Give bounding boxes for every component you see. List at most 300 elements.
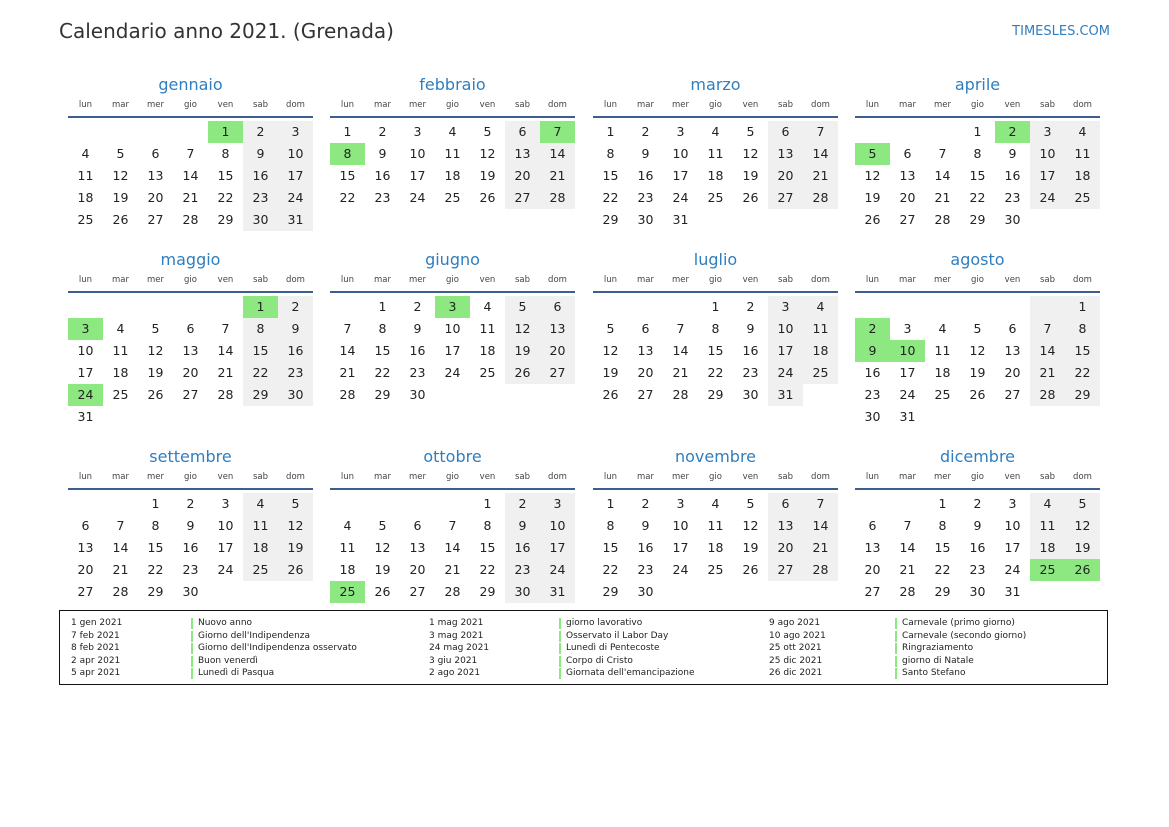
weekday-label: sab	[252, 472, 269, 482]
week-row	[68, 121, 313, 143]
weekday-label: mar	[899, 472, 916, 482]
weekday-label: mer	[933, 100, 951, 110]
day-cell: 6	[413, 518, 422, 533]
day-cell: 19	[505, 340, 540, 362]
day-cell: 6	[641, 321, 650, 336]
day-cell: 18	[707, 168, 724, 183]
day-cell: 24	[672, 190, 689, 205]
day-cell: 25	[1065, 187, 1100, 209]
empty-cell	[400, 493, 435, 515]
day-cell: 1	[938, 496, 947, 511]
day-cell: 2	[505, 493, 540, 515]
weekday-label: ven	[1004, 100, 1021, 110]
day-cell: 22	[934, 562, 951, 577]
day-cell: 15	[602, 168, 619, 183]
day-cell: 2	[641, 496, 650, 511]
day-cell: 11	[339, 540, 356, 555]
month-aprile	[855, 74, 1100, 231]
day-cell: 3	[676, 496, 685, 511]
day-cell: 26	[1065, 559, 1100, 581]
week-row	[855, 515, 1100, 537]
weekday-label: ven	[217, 472, 234, 482]
week-row	[68, 318, 313, 340]
day-cell: 8	[243, 318, 278, 340]
weekday-header	[855, 271, 1100, 289]
day-cell: 31	[278, 209, 313, 231]
day-cell: 8	[330, 143, 365, 165]
day-cell: 10	[278, 143, 313, 165]
holiday-date: 2 apr 2021	[71, 655, 121, 666]
day-cell: 25	[330, 581, 365, 603]
empty-cell	[173, 406, 208, 428]
day-cell: 16	[374, 168, 391, 183]
day-cell: 25	[707, 562, 724, 577]
day-cell: 29	[969, 212, 986, 227]
legend-row	[769, 667, 1099, 680]
day-cell: 17	[672, 168, 689, 183]
day-cell: 14	[444, 540, 461, 555]
week-row	[330, 362, 575, 384]
day-cell: 31	[77, 409, 94, 424]
weekday-label: mer	[146, 472, 164, 482]
weekday-label: mer	[933, 275, 951, 285]
day-cell: 16	[1004, 168, 1021, 183]
day-cell: 7	[186, 146, 195, 161]
holiday-name: Carnevale (primo giorno)	[902, 618, 1015, 628]
day-cell: 21	[1030, 362, 1065, 384]
day-cell: 18	[77, 190, 94, 205]
day-cell: 22	[217, 190, 234, 205]
day-cell: 3	[435, 296, 470, 318]
day-cell: 11	[444, 146, 461, 161]
day-cell: 5	[151, 321, 160, 336]
day-cell: 21	[112, 562, 129, 577]
weekday-label: sab	[514, 100, 531, 110]
week-row	[593, 384, 838, 406]
day-cell: 28	[182, 212, 199, 227]
day-cell: 28	[803, 559, 838, 581]
day-cell: 30	[742, 387, 759, 402]
day-cell: 31	[768, 384, 803, 406]
day-cell: 21	[899, 562, 916, 577]
empty-cell	[208, 581, 243, 603]
day-cell: 3	[768, 296, 803, 318]
day-cell: 25	[444, 190, 461, 205]
empty-cell	[803, 581, 838, 603]
week-row	[855, 318, 1100, 340]
weekday-label: gio	[446, 100, 459, 110]
holiday-name: giorno di Natale	[902, 655, 974, 666]
holiday-marker	[191, 668, 193, 679]
empty-cell	[733, 209, 768, 231]
weekday-header	[330, 96, 575, 114]
day-cell: 30	[637, 584, 654, 599]
day-cell: 11	[803, 318, 838, 340]
empty-cell	[330, 493, 365, 515]
holiday-name: Osservato il Labor Day	[566, 630, 669, 641]
month-maggio	[68, 249, 313, 428]
day-cell: 27	[147, 212, 164, 227]
day-cell: 28	[217, 387, 234, 402]
week-row	[330, 143, 575, 165]
day-cell: 14	[182, 168, 199, 183]
legend-row	[429, 655, 759, 668]
weekday-label: dom	[811, 472, 830, 482]
holiday-marker	[895, 668, 897, 679]
empty-cell	[1030, 209, 1065, 231]
day-cell: 18	[1065, 165, 1100, 187]
day-cell: 5	[855, 143, 890, 165]
day-cell: 7	[116, 518, 125, 533]
day-cell: 2	[413, 299, 422, 314]
empty-cell	[925, 296, 960, 318]
day-cell: 21	[803, 165, 838, 187]
day-cell: 11	[707, 146, 724, 161]
day-cell: 16	[637, 168, 654, 183]
weekday-label: mer	[408, 100, 426, 110]
day-cell: 30	[505, 581, 540, 603]
day-cell: 1	[208, 121, 243, 143]
day-cell: 15	[374, 343, 391, 358]
week-row	[68, 384, 313, 406]
day-cell: 6	[505, 121, 540, 143]
empty-cell	[365, 493, 400, 515]
weekday-label: ven	[742, 275, 759, 285]
weekday-label: lun	[865, 275, 880, 285]
day-cell: 14	[803, 143, 838, 165]
day-cell: 10	[444, 321, 461, 336]
weekday-label: lun	[340, 275, 355, 285]
weekday-label: gio	[446, 275, 459, 285]
day-cell: 15	[969, 168, 986, 183]
holiday-marker	[895, 643, 897, 654]
day-cell: 15	[479, 540, 496, 555]
day-cell: 8	[606, 146, 615, 161]
day-cell: 13	[182, 343, 199, 358]
day-cell: 15	[243, 340, 278, 362]
week-row	[68, 187, 313, 209]
day-cell: 17	[1004, 540, 1021, 555]
week-row	[593, 559, 838, 581]
day-cell: 9	[1008, 146, 1017, 161]
month-ottobre	[330, 446, 575, 603]
day-cell: 11	[77, 168, 94, 183]
day-cell: 18	[112, 365, 129, 380]
weekday-label: gio	[709, 472, 722, 482]
weekday-label: gio	[709, 100, 722, 110]
day-cell: 19	[278, 537, 313, 559]
empty-cell	[138, 121, 173, 143]
day-cell: 29	[1065, 384, 1100, 406]
day-cell: 21	[540, 165, 575, 187]
day-cell: 14	[339, 343, 356, 358]
day-cell: 4	[938, 321, 947, 336]
day-cell: 19	[1065, 537, 1100, 559]
day-cell: 12	[479, 146, 496, 161]
day-cell: 3	[1008, 496, 1017, 511]
empty-cell	[663, 581, 698, 603]
day-cell: 15	[602, 540, 619, 555]
day-cell: 23	[864, 387, 881, 402]
day-cell: 29	[707, 387, 724, 402]
day-cell: 13	[768, 143, 803, 165]
weekday-label: lun	[603, 275, 618, 285]
day-cell: 2	[855, 318, 890, 340]
holiday-name: Nuovo anno	[198, 618, 253, 628]
weekday-label: mar	[374, 472, 391, 482]
week-row	[68, 581, 313, 603]
day-cell: 8	[483, 518, 492, 533]
week-row	[330, 515, 575, 537]
day-cell: 22	[602, 190, 619, 205]
day-cell: 30	[182, 584, 199, 599]
weekday-header	[330, 271, 575, 289]
day-cell: 27	[77, 584, 94, 599]
day-cell: 13	[768, 515, 803, 537]
weekday-label: sab	[1039, 275, 1056, 285]
empty-cell	[925, 121, 960, 143]
day-cell: 10	[1004, 518, 1021, 533]
empty-cell	[890, 493, 925, 515]
empty-cell	[173, 296, 208, 318]
weekday-label: mar	[899, 100, 916, 110]
day-cell: 9	[641, 146, 650, 161]
day-cell: 28	[339, 387, 356, 402]
weekday-label: dom	[286, 275, 305, 285]
day-cell: 24	[68, 384, 103, 406]
day-cell: 23	[182, 562, 199, 577]
site-link[interactable]: TIMESLES.COM	[1012, 24, 1110, 39]
empty-cell	[138, 406, 173, 428]
day-cell: 14	[672, 343, 689, 358]
legend-row	[71, 642, 401, 655]
day-cell: 13	[864, 540, 881, 555]
day-cell: 24	[540, 559, 575, 581]
day-cell: 20	[77, 562, 94, 577]
holiday-date: 7 feb 2021	[71, 630, 120, 641]
day-cell: 2	[186, 496, 195, 511]
weekday-label: sab	[1039, 472, 1056, 482]
day-cell: 24	[409, 190, 426, 205]
day-cell: 15	[339, 168, 356, 183]
weekday-label: dom	[286, 472, 305, 482]
month-gennaio	[68, 74, 313, 231]
day-cell: 5	[116, 146, 125, 161]
day-cell: 17	[217, 540, 234, 555]
week-row	[330, 537, 575, 559]
day-cell: 28	[803, 187, 838, 209]
week-row	[68, 537, 313, 559]
week-row	[855, 121, 1100, 143]
day-cell: 3	[1030, 121, 1065, 143]
day-cell: 6	[903, 146, 912, 161]
day-cell: 4	[1065, 121, 1100, 143]
weekday-label: mer	[408, 275, 426, 285]
holiday-name: Buon venerdì	[198, 655, 258, 666]
holiday-marker	[895, 656, 897, 667]
day-cell: 30	[864, 409, 881, 424]
day-cell: 4	[711, 496, 720, 511]
legend-row	[71, 630, 401, 643]
week-row	[330, 187, 575, 209]
month-title: luglio	[693, 250, 738, 269]
day-cell: 1	[343, 124, 352, 139]
day-cell: 7	[938, 146, 947, 161]
day-cell: 30	[278, 384, 313, 406]
day-cell: 13	[77, 540, 94, 555]
day-cell: 10	[672, 146, 689, 161]
week-row	[330, 493, 575, 515]
day-cell: 18	[479, 343, 496, 358]
day-cell: 11	[243, 515, 278, 537]
weekday-header	[68, 96, 313, 114]
day-cell: 6	[81, 518, 90, 533]
day-cell: 5	[746, 124, 755, 139]
day-cell: 10	[1030, 143, 1065, 165]
week-row	[593, 318, 838, 340]
legend-row	[769, 642, 1099, 655]
weekday-label: gio	[184, 472, 197, 482]
weekday-label: dom	[548, 100, 567, 110]
day-cell: 28	[672, 387, 689, 402]
day-cell: 7	[540, 121, 575, 143]
holiday-marker	[191, 643, 193, 654]
weekday-label: lun	[78, 100, 93, 110]
day-cell: 12	[742, 146, 759, 161]
day-cell: 7	[803, 121, 838, 143]
day-cell: 6	[868, 518, 877, 533]
weekday-label: mar	[112, 100, 129, 110]
holiday-marker	[191, 656, 193, 667]
day-cell: 3	[540, 493, 575, 515]
day-cell: 31	[672, 212, 689, 227]
holiday-name: Corpo di Cristo	[566, 655, 633, 666]
weekday-label: gio	[184, 275, 197, 285]
day-cell: 9	[243, 143, 278, 165]
day-cell: 26	[602, 387, 619, 402]
month-title: dicembre	[939, 447, 1016, 466]
empty-cell	[698, 581, 733, 603]
weekday-label: mar	[637, 275, 654, 285]
week-row	[593, 143, 838, 165]
legend-row	[769, 630, 1099, 643]
day-cell: 2	[746, 299, 755, 314]
weekday-label: mer	[933, 472, 951, 482]
empty-cell	[593, 296, 628, 318]
day-cell: 27	[768, 187, 803, 209]
day-cell: 26	[742, 190, 759, 205]
day-cell: 25	[479, 365, 496, 380]
day-cell: 27	[864, 584, 881, 599]
weekday-header	[855, 468, 1100, 486]
week-row	[68, 559, 313, 581]
day-cell: 26	[374, 584, 391, 599]
legend-row	[71, 617, 401, 630]
day-cell: 27	[1004, 387, 1021, 402]
holiday-date: 9 ago 2021	[769, 618, 821, 628]
day-cell: 9	[641, 518, 650, 533]
day-cell: 13	[637, 343, 654, 358]
page-title: Calendario anno 2021. (Grenada)	[59, 19, 394, 43]
weekday-label: lun	[340, 100, 355, 110]
day-cell: 5	[973, 321, 982, 336]
day-cell: 19	[742, 540, 759, 555]
holiday-date: 10 ago 2021	[769, 630, 826, 641]
day-cell: 9	[278, 318, 313, 340]
empty-cell	[890, 296, 925, 318]
holiday-name: Lunedì di Pentecoste	[566, 643, 660, 654]
empty-cell	[243, 406, 278, 428]
empty-cell	[890, 121, 925, 143]
week-row	[593, 515, 838, 537]
day-cell: 29	[217, 212, 234, 227]
day-cell: 8	[973, 146, 982, 161]
week-row	[68, 362, 313, 384]
holiday-marker	[559, 631, 561, 642]
legend-row	[429, 642, 759, 655]
holiday-marker	[191, 631, 193, 642]
day-cell: 20	[409, 562, 426, 577]
day-cell: 20	[768, 165, 803, 187]
weekday-header	[330, 468, 575, 486]
day-cell: 17	[278, 165, 313, 187]
holiday-date: 8 feb 2021	[71, 643, 120, 654]
week-row	[855, 209, 1100, 231]
holiday-marker	[895, 631, 897, 642]
weekday-label: dom	[1073, 472, 1092, 482]
day-cell: 8	[606, 518, 615, 533]
weekday-header	[68, 468, 313, 486]
day-cell: 20	[899, 190, 916, 205]
day-cell: 20	[147, 190, 164, 205]
weekday-header	[593, 271, 838, 289]
day-cell: 19	[742, 168, 759, 183]
day-cell: 2	[378, 124, 387, 139]
weekday-label: ven	[1004, 275, 1021, 285]
day-cell: 5	[278, 493, 313, 515]
day-cell: 1	[606, 496, 615, 511]
week-row	[855, 384, 1100, 406]
weekday-label: ven	[479, 275, 496, 285]
weekday-label: dom	[1073, 275, 1092, 285]
week-row	[68, 165, 313, 187]
day-cell: 18	[339, 562, 356, 577]
day-cell: 31	[1004, 584, 1021, 599]
legend-column	[71, 617, 401, 680]
weekday-label: ven	[479, 472, 496, 482]
week-row	[593, 493, 838, 515]
weekday-label: mar	[112, 472, 129, 482]
empty-cell	[960, 296, 995, 318]
day-cell: 22	[707, 365, 724, 380]
weekday-label: gio	[446, 472, 459, 482]
empty-cell	[995, 296, 1030, 318]
day-cell: 6	[151, 146, 160, 161]
day-cell: 24	[278, 187, 313, 209]
day-cell: 15	[707, 343, 724, 358]
day-cell: 30	[969, 584, 986, 599]
day-cell: 6	[1008, 321, 1017, 336]
day-cell: 29	[602, 212, 619, 227]
month-title: ottobre	[423, 447, 482, 466]
empty-cell	[628, 296, 663, 318]
day-cell: 27	[182, 387, 199, 402]
day-cell: 9	[413, 321, 422, 336]
day-cell: 11	[112, 343, 129, 358]
weekday-label: sab	[514, 275, 531, 285]
day-cell: 28	[540, 187, 575, 209]
day-cell: 5	[746, 496, 755, 511]
